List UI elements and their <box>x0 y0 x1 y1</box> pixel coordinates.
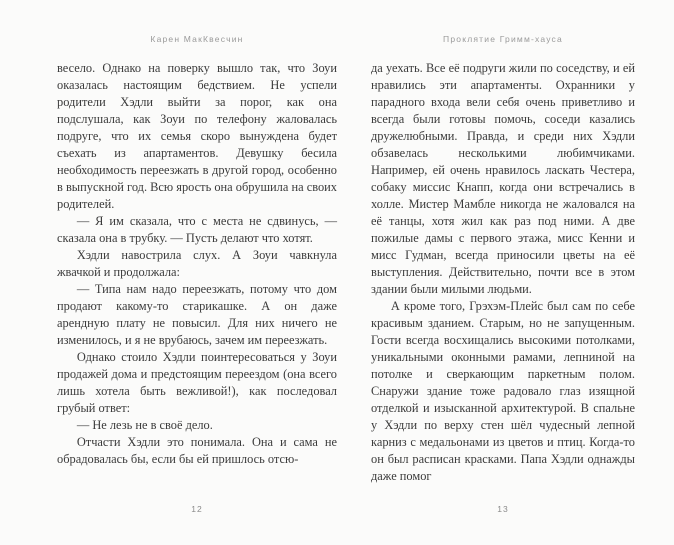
running-head-author: Карен МакКвесчин <box>150 34 244 44</box>
paragraph: А кроме того, Грэхэм-Плейс был сам по себе красивым зданием. Старым, но не запущенным. Гости всегда восхищались высокими потолками, уникальными оконными рамами, лепниной на потолке и сверкающим паркетным полом. Снаружи здание тоже радовало глаз изящной отделкой и изысканной архитектурой. В спальне у Хэдли по верху стен шёл чудесный лепной карниз с медальонами из цветов и птиц. Когда-то он был расписан красками. Папа Хэдли однажды даже помог <box>371 299 635 483</box>
page-left <box>57 34 337 514</box>
paragraph: — Не лезь не в своё дело. <box>76 418 213 432</box>
page-right <box>371 34 635 514</box>
paragraph: Однако стоило Хэдли поинтересоваться у Зоуи продажей дома и предстоящим переездом (она всего лишь хотела быть вежливой!), как последовал грубый ответ: <box>57 350 337 415</box>
paragraph: — Я им сказала, что с места не сдвинусь, — сказала она в трубку. — Пусть делают что хотят. <box>57 214 337 245</box>
page-number-right: 13 <box>497 504 509 514</box>
page-left-text <box>57 60 337 468</box>
paragraph: да уехать. Все её подруги жили по соседству, и ей нравились эти апартаменты. Охранники у парадного входа вели себя очень приветливо и всегда были готовы помочь, соседи казались дружелюбными. Правда, и среди них Хэдли обзавелась несколькими любимчиками. Например, ей очень нравилось ласкать Честера, собаку миссис Кнапп, когда они встречались в холле. Мистер Мамбле никогда не жаловался на её танцы, хотя жил как раз под ними. А две пожилые дамы с первого этажа, мисс Кенни и мисс Гудман, всегда приносили цветы на её выступления. Действительно, почти все в этом здании были милыми людьми. <box>371 61 635 296</box>
page-number-left: 12 <box>191 504 203 514</box>
paragraph: Хэдли навострила слух. А Зоуи чавкнула жвачкой и продолжала: <box>57 248 337 279</box>
paragraph: — Типа нам надо переезжать, потому что дом продают какому-то старикашке. А он даже арендную плату не повысил. Для них ничего не изменилось, и я не врубаюсь, зачем им переезжать. <box>57 282 337 347</box>
paragraph: Отчасти Хэдли это понимала. Она и сама не обрадовалась бы, если бы ей пришлось отсю- <box>57 435 337 466</box>
page-right-text <box>371 60 635 485</box>
paragraph: весело. Однако на поверку вышло так, что Зоуи оказалась настоящим бедствием. Не успели родители Хэдли выйти за порог, как она подслушала, как Зоуи по телефону жаловалась подруге, что их семья скоро вынуждена будет съехать из апартаментов. Девушку бесила необходимость переезжать в другой город, особенно в выпускной год. Всю ярость она обрушила на своих родителей. <box>57 61 337 211</box>
running-head-title: Проклятие Гримм-хауса <box>443 34 563 44</box>
